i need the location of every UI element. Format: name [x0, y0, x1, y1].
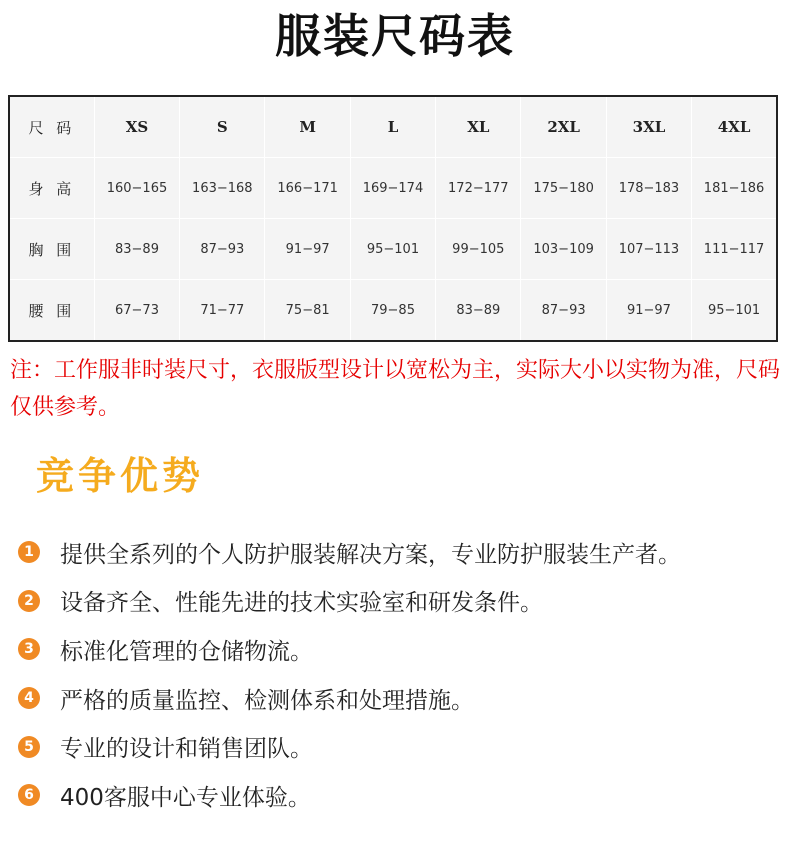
table-cell: 111−117	[692, 219, 777, 280]
size-header-3xl: 3XL	[606, 96, 691, 158]
table-header-row	[9, 96, 777, 158]
list-item	[18, 528, 681, 577]
table-cell: 67−73	[94, 280, 179, 342]
table-cell: 178−183	[606, 158, 691, 219]
table-cell: 75−81	[265, 280, 350, 342]
table-cell: 91−97	[606, 280, 691, 342]
size-header-s: S	[180, 96, 265, 158]
table-cell: 79−85	[350, 280, 435, 342]
table-cell: 166−171	[265, 158, 350, 219]
list-item	[18, 722, 681, 771]
size-header-4xl: 4XL	[692, 96, 777, 158]
number-badge-icon: 4	[18, 687, 40, 709]
number-badge-icon: 2	[18, 590, 40, 612]
table-cell: 103−109	[521, 219, 606, 280]
table-cell: 169−174	[350, 158, 435, 219]
table-row	[9, 158, 777, 219]
table-cell: 83−89	[94, 219, 179, 280]
table-cell: 91−97	[265, 219, 350, 280]
table-header-label: 尺 码	[9, 96, 94, 158]
table-cell: 175−180	[521, 158, 606, 219]
size-note: 注：工作服非时装尺寸，衣服版型设计以宽松为主，实际大小以实物为准，尺码仅供参考。	[10, 358, 781, 420]
row-label-chest: 胸 围	[9, 219, 94, 280]
table-cell: 95−101	[692, 280, 777, 342]
advantage-text: 标准化管理的仓储物流。	[60, 638, 313, 665]
size-header-xl: XL	[436, 96, 521, 158]
list-item	[18, 577, 681, 626]
table-cell: 160−165	[94, 158, 179, 219]
table-cell: 87−93	[180, 219, 265, 280]
size-header-l: L	[350, 96, 435, 158]
list-item	[18, 771, 681, 820]
advantage-text: 提供全系列的个人防护服装解决方案，专业防护服装生产者。	[60, 541, 681, 568]
list-item	[18, 625, 681, 674]
table-row	[9, 280, 777, 342]
table-cell: 71−77	[180, 280, 265, 342]
row-label-height: 身 高	[9, 158, 94, 219]
advantage-text: 设备齐全、性能先进的技术实验室和研发条件。	[60, 590, 543, 617]
table-cell: 107−113	[606, 219, 691, 280]
number-badge-icon: 5	[18, 736, 40, 758]
table-cell: 83−89	[436, 280, 521, 342]
table-cell: 172−177	[436, 158, 521, 219]
number-badge-icon: 1	[18, 541, 40, 563]
advantages-list	[18, 528, 681, 820]
table-cell: 87−93	[521, 280, 606, 342]
advantage-text: 严格的质量监控、检测体系和处理措施。	[60, 687, 474, 714]
table-cell: 95−101	[350, 219, 435, 280]
advantage-text: 400客服中心专业体验。	[60, 784, 311, 811]
table-cell: 163−168	[180, 158, 265, 219]
number-badge-icon: 3	[18, 638, 40, 660]
number-badge-icon: 6	[18, 784, 40, 806]
size-chart-table	[8, 95, 778, 342]
row-label-waist: 腰 围	[9, 280, 94, 342]
page-title: 服装尺码表	[275, 9, 515, 63]
size-header-m: M	[265, 96, 350, 158]
advantage-text: 专业的设计和销售团队。	[60, 736, 313, 763]
section-title-advantages: 竞争优势	[36, 454, 205, 498]
table-row	[9, 219, 777, 280]
list-item	[18, 674, 681, 723]
table-cell: 181−186	[692, 158, 777, 219]
size-header-2xl: 2XL	[521, 96, 606, 158]
table-cell: 99−105	[436, 219, 521, 280]
size-header-xs: XS	[94, 96, 179, 158]
